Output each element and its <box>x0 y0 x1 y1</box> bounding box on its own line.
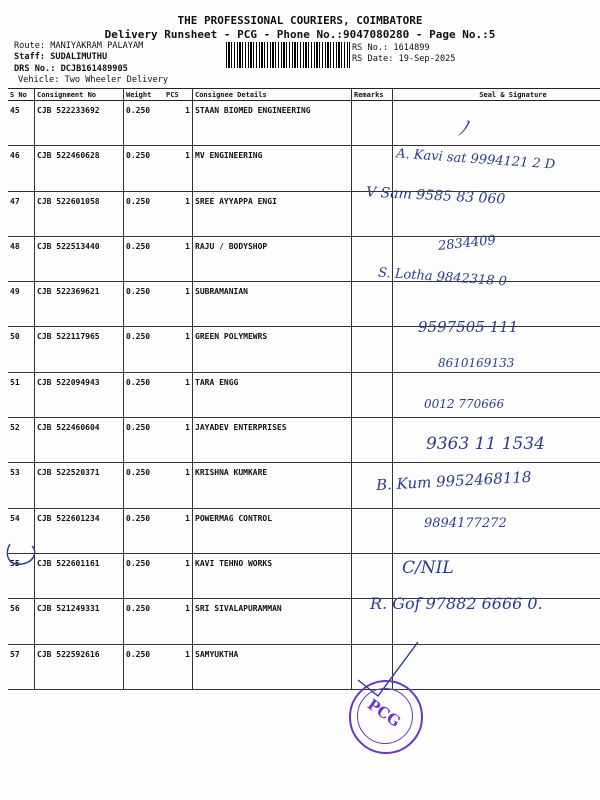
cell-pcs: 1 <box>164 599 193 644</box>
cell-weight: 0.250 <box>124 553 165 598</box>
col-header-signature: Seal & Signature <box>393 89 600 101</box>
cell-pcs: 1 <box>164 644 193 689</box>
handwriting-r55: 9894177272 <box>424 516 507 531</box>
cell-pcs: 1 <box>164 101 193 146</box>
table-header-row <box>8 89 600 101</box>
cell-consignee: POWERMAG CONTROL <box>193 508 352 553</box>
cell-sno: 53 <box>8 463 35 508</box>
cell-consignee: MV ENGINEERING <box>193 146 352 191</box>
cell-pcs: 1 <box>164 282 193 327</box>
cell-sno: 55 <box>8 553 35 598</box>
handwriting-r54: B. Kum 9952468118 <box>375 467 532 495</box>
handwriting-r51: 8610169133 <box>438 356 515 370</box>
cell-sno: 57 <box>8 644 35 689</box>
col-header-consignment: Consignment No <box>35 89 124 101</box>
route-label: Route: MANIYAKRAM PALAYAM <box>14 41 144 51</box>
col-header-sno: S No <box>8 89 35 101</box>
cell-pcs: 1 <box>164 372 193 417</box>
staff-label: Staff: SUDALIMUTHU <box>14 52 108 62</box>
cell-consignment: CJB 522094943 <box>35 372 124 417</box>
col-header-remarks: Remarks <box>352 89 393 101</box>
cell-consignee: SAMYUKTHA <box>193 644 352 689</box>
handwriting-r57: R. Gof 97882 6666 0. <box>370 594 543 613</box>
cell-consignee: SRI SIVALAPURAMMAN <box>193 599 352 644</box>
rs-number: RS No.: 1614899 <box>352 43 430 53</box>
cell-weight: 0.250 <box>124 282 165 327</box>
cell-consignment: CJB 522513440 <box>35 236 124 281</box>
cell-consignment: CJB 522592616 <box>35 644 124 689</box>
cell-pcs: 1 <box>164 327 193 372</box>
stamp-text: PCG <box>364 695 404 731</box>
cell-sno: 46 <box>8 146 35 191</box>
barcode <box>226 42 350 68</box>
cell-weight: 0.250 <box>124 101 165 146</box>
table-row <box>8 553 600 598</box>
cell-remarks <box>352 508 393 553</box>
cell-pcs: 1 <box>164 553 193 598</box>
cell-sno: 45 <box>8 101 35 146</box>
cell-sno: 51 <box>8 372 35 417</box>
table-row <box>8 191 600 236</box>
handwriting-r53: 9363 11 1534 <box>426 434 545 454</box>
cell-consignee: TARA ENGG <box>193 372 352 417</box>
cell-weight: 0.250 <box>124 327 165 372</box>
cell-pcs: 1 <box>164 418 193 463</box>
cell-consignment: CJB 521249331 <box>35 599 124 644</box>
cell-weight: 0.250 <box>124 418 165 463</box>
handwriting-r46: A. Kavi sat 9994121 2 D <box>395 146 556 173</box>
cell-consignee: SREE AYYAPPA ENGI <box>193 191 352 236</box>
table-row <box>8 644 600 689</box>
table-row <box>8 508 600 553</box>
table-row <box>8 101 600 146</box>
col-header-pcs: PCS <box>164 89 193 101</box>
handwriting-r45: ﾉ <box>458 116 468 140</box>
cell-weight: 0.250 <box>124 599 165 644</box>
cell-remarks <box>352 372 393 417</box>
cell-signature <box>393 101 600 146</box>
cell-sno: 48 <box>8 236 35 281</box>
cell-remarks <box>352 101 393 146</box>
circle-mark-icon <box>4 540 44 570</box>
cell-weight: 0.250 <box>124 236 165 281</box>
drs-label: DRS No.: DCJB161489905 <box>14 64 128 74</box>
cell-consignee: GREEN POLYMEWRS <box>193 327 352 372</box>
cell-consignment: CJB 522460628 <box>35 146 124 191</box>
cell-remarks <box>352 327 393 372</box>
cell-consignment: CJB 522601161 <box>35 553 124 598</box>
handwriting-r47: V Sam 9585 83 060 <box>365 184 506 208</box>
cell-consignee: SUBRAMANIAN <box>193 282 352 327</box>
table-row <box>8 372 600 417</box>
cell-pcs: 1 <box>164 191 193 236</box>
cell-weight: 0.250 <box>124 508 165 553</box>
handwriting-r50: 9597505 111 <box>418 318 519 336</box>
cell-pcs: 1 <box>164 236 193 281</box>
table-row <box>8 236 600 281</box>
cell-sno: 54 <box>8 508 35 553</box>
rs-date: RS Date: 19-Sep-2025 <box>352 54 456 64</box>
cell-weight: 0.250 <box>124 191 165 236</box>
cell-weight: 0.250 <box>124 644 165 689</box>
cell-pcs: 1 <box>164 508 193 553</box>
cell-consignment: CJB 522460604 <box>35 418 124 463</box>
cell-pcs: 1 <box>164 146 193 191</box>
handwriting-r52: 0012 770666 <box>424 397 505 411</box>
cell-consignment: CJB 522117965 <box>35 327 124 372</box>
handwriting-r48: 2834409 <box>437 233 497 254</box>
cell-consignment: CJB 522520371 <box>35 463 124 508</box>
cell-sno: 56 <box>8 599 35 644</box>
cell-consignment: CJB 522601234 <box>35 508 124 553</box>
cell-consignee: RAJU / BODYSHOP <box>193 236 352 281</box>
cell-remarks <box>352 553 393 598</box>
cell-weight: 0.250 <box>124 463 165 508</box>
cell-weight: 0.250 <box>124 372 165 417</box>
cell-consignee: KAVI TEHNO WORKS <box>193 553 352 598</box>
handwriting-r49: S. Lotha 9842318 0 <box>377 265 508 290</box>
runsheet-subtitle: Delivery Runsheet - PCG - Phone No.:9047080280 - Page No.:5 <box>104 28 496 41</box>
vehicle-label: Vehicle: Two Wheeler Delivery <box>18 75 169 85</box>
company-title: THE PROFESSIONAL COURIERS, COIMBATORE <box>177 14 423 27</box>
col-header-consignee: Consignee Details <box>193 89 352 101</box>
cell-remarks <box>352 418 393 463</box>
cell-consignment: CJB 522233692 <box>35 101 124 146</box>
cell-consignee: JAYADEV ENTERPRISES <box>193 418 352 463</box>
cell-remarks <box>352 282 393 327</box>
cell-sno: 50 <box>8 327 35 372</box>
cell-sno: 49 <box>8 282 35 327</box>
cell-weight: 0.250 <box>124 146 165 191</box>
cell-signature <box>393 644 600 689</box>
cell-consignee: KRISHNA KUMKARE <box>193 463 352 508</box>
handwriting-r56: C/NIL <box>402 558 454 578</box>
cell-consignment: CJB 522601058 <box>35 191 124 236</box>
cell-pcs: 1 <box>164 463 193 508</box>
col-header-weight: Weight <box>124 89 165 101</box>
cell-sno: 47 <box>8 191 35 236</box>
cell-sno: 52 <box>8 418 35 463</box>
pcg-stamp <box>349 680 423 754</box>
cell-consignment: CJB 522369621 <box>35 282 124 327</box>
cell-consignee: STAAN BIOMED ENGINEERING <box>193 101 352 146</box>
